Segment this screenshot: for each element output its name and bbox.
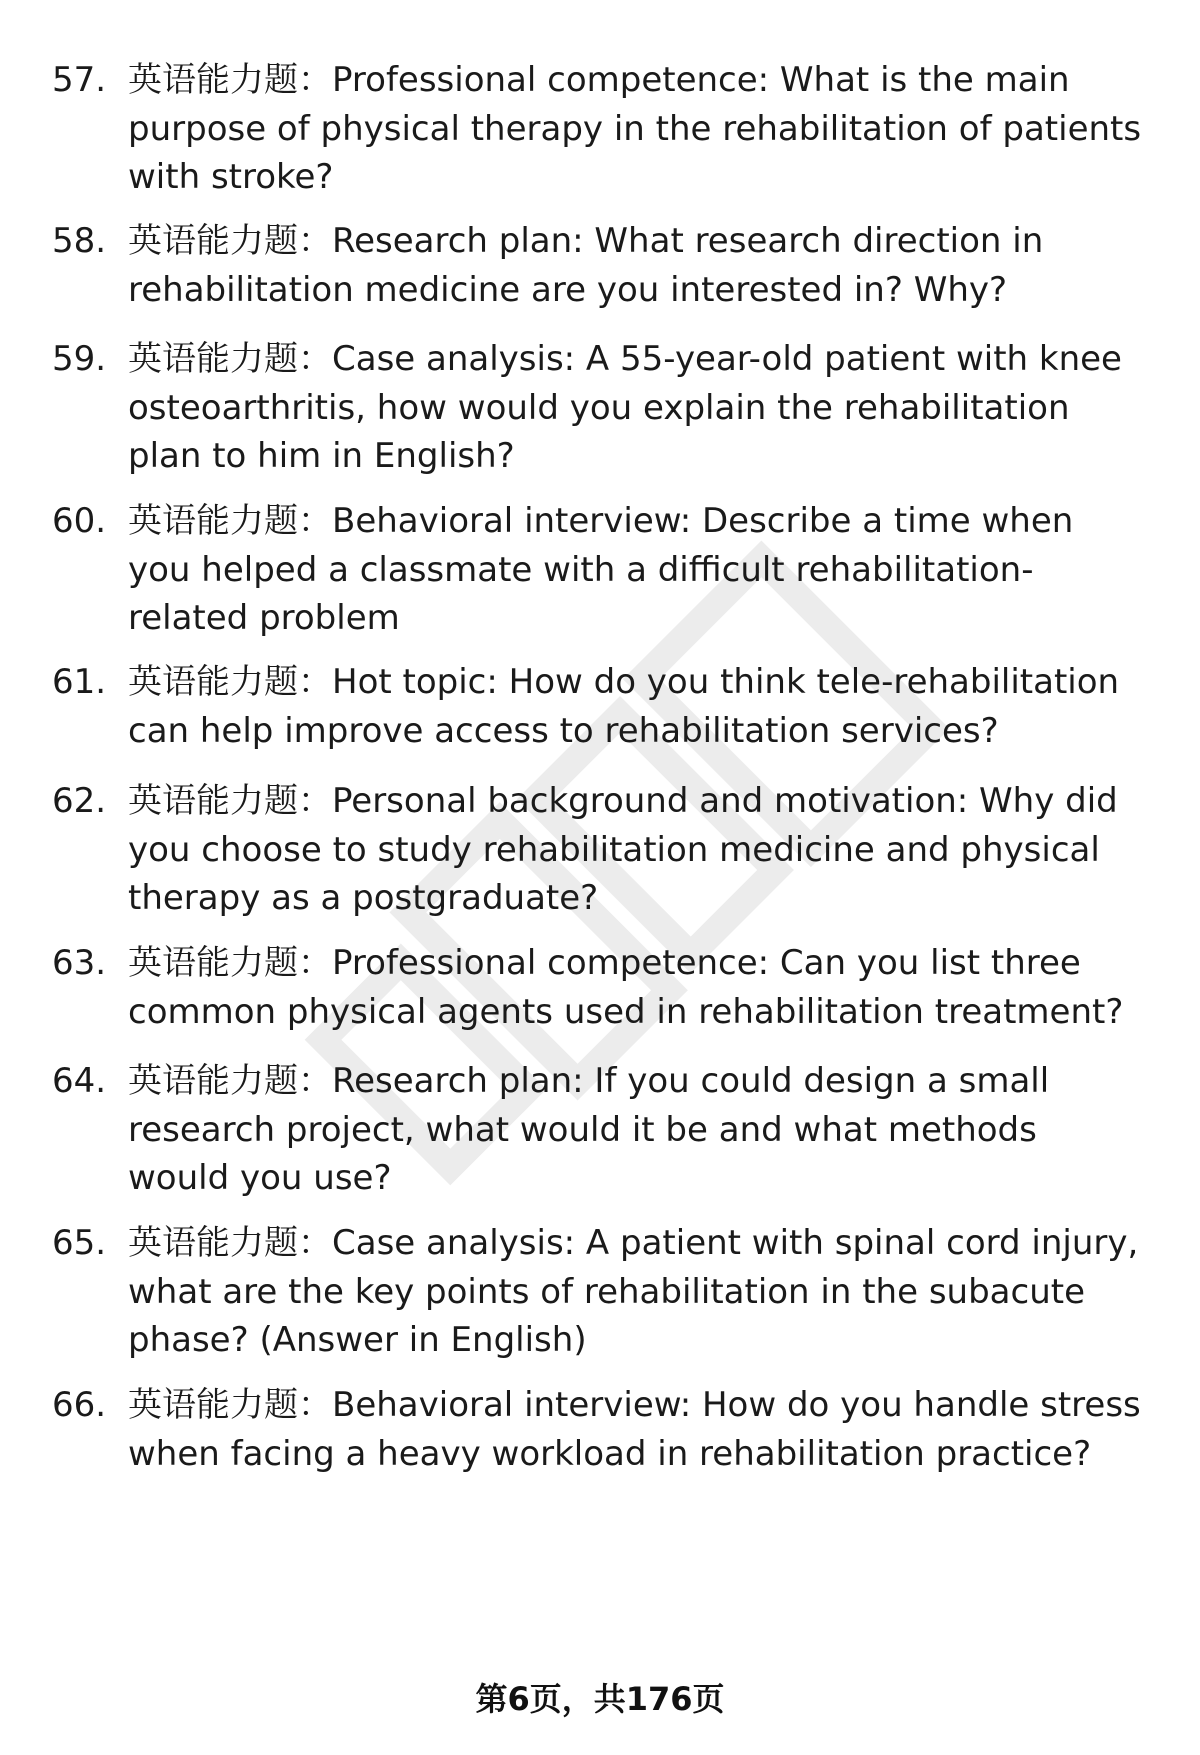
page-indicator: 第6页，共176页 bbox=[475, 1680, 725, 1718]
question-number: 58. bbox=[52, 221, 107, 261]
question-line: 英语能力题：Personal background and motivation: Why did bbox=[128, 781, 1118, 821]
question-text bbox=[128, 56, 1168, 202]
question-line: 英语能力题：Professional competence: Can you list three bbox=[128, 943, 1081, 983]
question-text bbox=[128, 497, 1168, 643]
question-text bbox=[128, 777, 1168, 923]
question-line: with stroke? bbox=[128, 157, 334, 197]
question-text bbox=[128, 1381, 1168, 1478]
question-line: purpose of physical therapy in the rehabilitation of patients bbox=[128, 108, 1142, 149]
question-number: 57. bbox=[52, 60, 107, 100]
question-number: 64. bbox=[52, 1061, 107, 1101]
question-number: 60. bbox=[52, 501, 107, 541]
question-number: 59. bbox=[52, 339, 107, 379]
question-number: 65. bbox=[52, 1223, 107, 1263]
question-line: common physical agents used in rehabilitation treatment? bbox=[128, 991, 1124, 1032]
question-line: you choose to study rehabilitation medicine and physical bbox=[128, 829, 1100, 870]
question-text bbox=[128, 217, 1168, 314]
question-line: research project, what would it be and what methods bbox=[128, 1109, 1037, 1150]
question-text bbox=[128, 1219, 1168, 1365]
question-line: 英语能力题：Behavioral interview: Describe a time when bbox=[128, 501, 1074, 541]
question-number: 61. bbox=[52, 662, 107, 702]
question-line: osteoarthritis, how would you explain the rehabilitation bbox=[128, 387, 1070, 428]
question-line: 英语能力题：Hot topic: How do you think tele-rehabilitation bbox=[128, 662, 1120, 702]
question-text bbox=[128, 335, 1168, 481]
question-number: 66. bbox=[52, 1385, 107, 1425]
question-number: 62. bbox=[52, 781, 107, 821]
question-line: plan to him in English? bbox=[128, 436, 515, 476]
question-line: 英语能力题：Professional competence: What is the main bbox=[128, 60, 1070, 100]
question-line: phase? (Answer in English) bbox=[128, 1320, 587, 1360]
question-line: when facing a heavy workload in rehabilitation practice? bbox=[128, 1433, 1092, 1474]
question-text bbox=[128, 939, 1168, 1036]
question-text bbox=[128, 1057, 1168, 1203]
question-line: you helped a classmate with a difficult rehabilitation- bbox=[128, 549, 1034, 590]
question-line: 英语能力题：Research plan: If you could design a small bbox=[128, 1061, 1050, 1101]
question-line: rehabilitation medicine are you interested in? Why? bbox=[128, 269, 1008, 310]
question-line: can help improve access to rehabilitation services? bbox=[128, 710, 999, 751]
question-line: would you use? bbox=[128, 1158, 392, 1198]
question-line: 英语能力题：Behavioral interview: How do you handle stress bbox=[128, 1385, 1141, 1425]
question-line: 英语能力题：Research plan: What research direction in bbox=[128, 221, 1044, 261]
question-line: what are the key points of rehabilitation in the subacute bbox=[128, 1271, 1085, 1312]
question-line: 英语能力题：Case analysis: A patient with spinal cord injury, bbox=[128, 1223, 1139, 1263]
question-number: 63. bbox=[52, 943, 107, 983]
question-line: therapy as a postgraduate? bbox=[128, 878, 599, 918]
question-text bbox=[128, 658, 1168, 755]
question-line: related problem bbox=[128, 598, 400, 638]
question-line: 英语能力题：Case analysis: A 55-year-old patient with knee bbox=[128, 339, 1122, 379]
